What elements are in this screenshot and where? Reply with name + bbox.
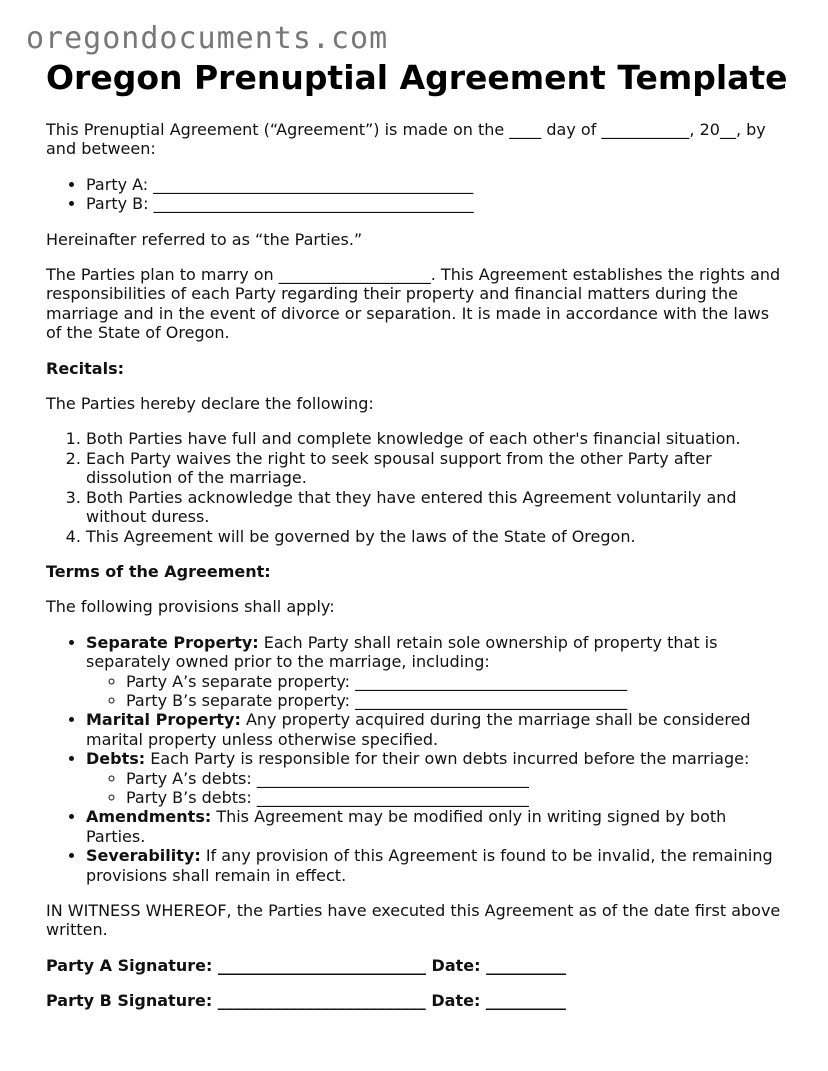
witness-paragraph: IN WITNESS WHEREOF, the Parties have executed this Agreement as of the date first above written.: [46, 901, 781, 940]
term-amendments: [86, 807, 788, 846]
term-text: Each Party shall retain sole ownership of property that is separately owned prior to the marriage, including:: [86, 632, 718, 672]
term-text: Each Party is responsible for their own debts incurred before the marriage:: [145, 749, 750, 769]
term-debts: [86, 749, 788, 807]
document-body: [46, 120, 788, 1027]
marriage-plan-paragraph: The Parties plan to marry on ___________________. This Agreement establishes the rights and responsibilities of each Party regarding their property and financial matters during the marriage and in the event of divorce or separation. It is made in accordance with the laws of the State of Oregon.: [46, 265, 781, 343]
term-text: This Agreement may be modified only in writing signed by both Parties.: [86, 807, 727, 846]
term-label: Marital Property:: [86, 710, 241, 730]
term-marital-property: [86, 710, 788, 749]
recital-item: 2. Each Party waives the right to seek spousal support from the other Party after dissolution of the marriage.: [86, 449, 788, 488]
term-text: Any property acquired during the marriage shall be considered marital property unless otherwise specified.: [86, 710, 751, 749]
document-title: Oregon Prenuptial Agreement Template: [46, 58, 788, 97]
term-severability: [86, 846, 788, 885]
party-b-signature-line: Party B Signature: __________________________ Date: __________: [46, 991, 566, 1011]
terms-list: [46, 633, 788, 885]
recitals-lead: The Parties hereby declare the following:: [46, 394, 374, 414]
term-separate-property: [86, 633, 788, 711]
hereinafter-paragraph: Hereinafter referred to as “the Parties.”: [46, 229, 363, 249]
party-b-debts: ◦ Party B’s debts: __________________________________: [126, 788, 788, 807]
recitals-list: [46, 429, 788, 545]
recital-item: 4. This Agreement will be governed by the laws of the State of Oregon.: [86, 527, 788, 546]
term-label: Amendments:: [86, 807, 212, 827]
term-label: Debts:: [86, 749, 146, 769]
intro-paragraph: This Prenuptial Agreement (“Agreement”) is made on the ____ day of ___________, 20__, by and between:: [46, 120, 766, 159]
terms-heading: Terms of the Agreement:: [46, 561, 271, 581]
recital-item: 3. Both Parties acknowledge that they have entered this Agreement voluntarily and without duress.: [86, 488, 788, 527]
party-b-separate-property: ◦ Party B’s separate property: __________________________________: [126, 691, 788, 710]
recitals-heading: Recitals:: [46, 358, 124, 378]
term-label: Separate Property:: [86, 632, 259, 652]
terms-lead: The following provisions shall apply:: [46, 597, 335, 617]
term-text: If any provision of this Agreement is found to be invalid, the remaining provisions shall remain in effect.: [86, 846, 773, 885]
site-watermark: oregondocuments.com: [26, 21, 389, 56]
party-a-signature-line: Party A Signature: __________________________ Date: __________: [46, 955, 567, 975]
recital-item: 1. Both Parties have full and complete knowledge of each other's financial situation.: [86, 429, 788, 448]
party-b-line: • Party B: ________________________________________: [86, 194, 788, 213]
party-a-separate-property: ◦ Party A’s separate property: __________________________________: [126, 672, 788, 691]
debts-sublist: [86, 769, 788, 808]
party-a-line: • Party A: ________________________________________: [86, 175, 788, 194]
party-a-debts: ◦ Party A’s debts: __________________________________: [126, 769, 788, 788]
separate-property-sublist: [86, 672, 788, 711]
parties-list: [46, 175, 788, 214]
term-label: Severability:: [86, 846, 201, 866]
